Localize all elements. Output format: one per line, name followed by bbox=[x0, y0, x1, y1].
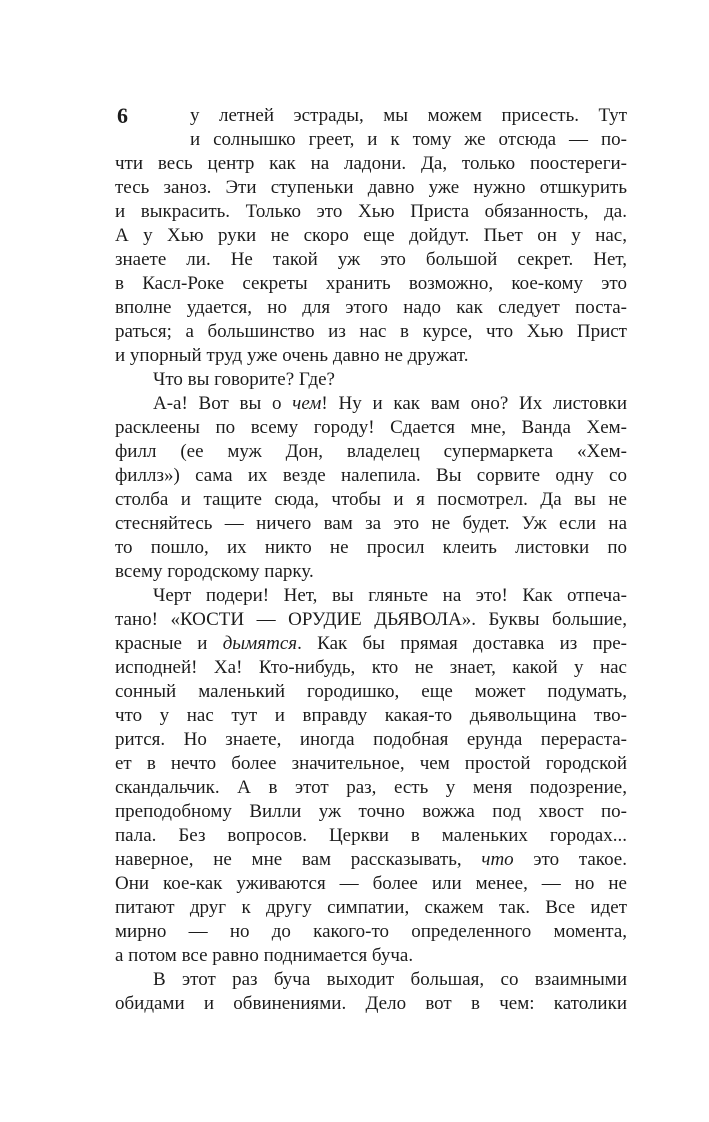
text-line bbox=[115, 104, 627, 128]
italic-text-run: что bbox=[481, 849, 514, 870]
text-line bbox=[115, 536, 627, 560]
text-line bbox=[115, 200, 627, 224]
text-run: обидами и обвинениями. Дело вот в чем: католики bbox=[115, 993, 627, 1014]
italic-text-run: дымятся bbox=[222, 633, 298, 654]
text-run: и выкрасить. Только это Хью Приста обязанность, да. bbox=[115, 201, 627, 222]
text-line bbox=[115, 680, 627, 704]
text-line bbox=[115, 584, 627, 608]
text-run: стесняйтесь — ничего вам за это не будет. Уж если на bbox=[115, 513, 627, 534]
text-run: всему городскому парку. bbox=[115, 561, 314, 582]
text-run: в Касл-Роке секреты хранить возможно, кое-кому это bbox=[115, 273, 627, 294]
text-run: сонный маленький городишко, еще может подумать, bbox=[115, 681, 627, 702]
page-number: 6 bbox=[117, 103, 128, 128]
text-run: мирно — но до какого-то определенного момента, bbox=[115, 921, 627, 942]
text-run: тано! «КОСТИ — ОРУДИЕ ДЬЯВОЛА». Буквы большие, bbox=[115, 609, 627, 630]
text-line bbox=[115, 368, 627, 392]
text-run: и упорный труд уже очень давно не дружат. bbox=[115, 345, 469, 366]
text-line bbox=[115, 416, 627, 440]
paragraph bbox=[115, 968, 627, 1016]
text-run: ет в нечто более значительное, чем простой городской bbox=[115, 753, 627, 774]
text-run: то пошло, их никто не просил клеить листовки по bbox=[115, 537, 627, 558]
text-line bbox=[115, 824, 627, 848]
text-line bbox=[115, 800, 627, 824]
text-run: филл (ее муж Дон, владелец супермаркета «Хем- bbox=[115, 441, 627, 462]
text-line bbox=[115, 176, 627, 200]
text-run: преподобному Вилли уж точно вожжа под хвост по- bbox=[115, 801, 627, 822]
text-run: столба и тащите сюда, чтобы и я посмотрел. Да вы не bbox=[115, 489, 627, 510]
italic-text-run: чем bbox=[292, 393, 322, 414]
text-line bbox=[115, 920, 627, 944]
paragraph bbox=[115, 368, 627, 392]
text-line bbox=[115, 560, 627, 584]
text-run: пала. Без вопросов. Церкви в маленьких городах... bbox=[115, 825, 627, 846]
text-run: питают друг к другу симпатии, скажем так. Все идет bbox=[115, 897, 627, 918]
text-line bbox=[115, 272, 627, 296]
text-line bbox=[115, 776, 627, 800]
text-run: тесь заноз. Эти ступеньки давно уже нужно отшкурить bbox=[115, 177, 627, 198]
text-run: а потом все равно поднимается буча. bbox=[115, 945, 414, 966]
paragraph bbox=[115, 392, 627, 584]
text-run: наверное, не мне вам рассказывать, bbox=[115, 849, 482, 870]
text-line bbox=[115, 488, 627, 512]
text-run: Что вы говорите? Где? bbox=[153, 369, 335, 390]
text-line bbox=[115, 344, 627, 368]
paragraph bbox=[115, 584, 627, 968]
text-line bbox=[115, 656, 627, 680]
text-run: исподней! Ха! Кто-нибудь, кто не знает, какой у нас bbox=[115, 657, 627, 678]
text-line bbox=[115, 848, 627, 872]
text-run: и солнышко греет, и к тому же отсюда — по- bbox=[190, 129, 627, 150]
text-line bbox=[115, 608, 627, 632]
paragraph bbox=[115, 104, 627, 368]
text-run: знаете ли. Не такой уж это большой секрет. Нет, bbox=[115, 249, 627, 270]
text-line bbox=[115, 464, 627, 488]
text-run: раться; а большинство из нас в курсе, что Хью Прист bbox=[115, 321, 627, 342]
text-run: А у Хью руки не скоро еще дойдут. Пьет он у нас, bbox=[115, 225, 627, 246]
text-line bbox=[115, 392, 627, 416]
text-run: Черт подери! Нет, вы гляньте на это! Как отпеча- bbox=[153, 585, 627, 606]
text-run: это такое. bbox=[513, 849, 627, 870]
text-run: В этот раз буча выходит большая, со взаимными bbox=[153, 969, 627, 990]
text-line bbox=[115, 752, 627, 776]
text-line bbox=[115, 632, 627, 656]
text-run: А-а! Вот вы о bbox=[153, 393, 293, 414]
text-run: скандальчик. А в этот раз, есть у меня подозрение, bbox=[115, 777, 627, 798]
text-run: что у нас тут и вправду какая-то дьявольщина тво- bbox=[115, 705, 627, 726]
text-line bbox=[115, 728, 627, 752]
text-line bbox=[115, 896, 627, 920]
text-line bbox=[115, 320, 627, 344]
text-run: ! Ну и как вам оно? Их листовки bbox=[321, 393, 627, 414]
text-line bbox=[115, 248, 627, 272]
text-run: красные и bbox=[115, 633, 223, 654]
text-line bbox=[115, 992, 627, 1016]
text-line bbox=[115, 224, 627, 248]
text-line bbox=[115, 704, 627, 728]
text-line bbox=[115, 128, 627, 152]
text-line bbox=[115, 440, 627, 464]
text-line bbox=[115, 512, 627, 536]
text-line bbox=[115, 152, 627, 176]
text-run: вполне удается, но для этого надо как следует поста- bbox=[115, 297, 627, 318]
text-run: . Как бы прямая доставка из пре- bbox=[297, 633, 627, 654]
text-line bbox=[115, 944, 627, 968]
text-line bbox=[115, 968, 627, 992]
text-line bbox=[115, 872, 627, 896]
text-line bbox=[115, 296, 627, 320]
text-run: филлз») сама их везде налепила. Вы сорвите одну со bbox=[115, 465, 627, 486]
text-run: чти весь центр как на ладони. Да, только поостереги- bbox=[115, 153, 627, 174]
text-run: рится. Но знаете, иногда подобная ерунда перераста- bbox=[115, 729, 627, 750]
text-run: расклеены по всему городу! Сдается мне, Ванда Хем- bbox=[115, 417, 627, 438]
text-run: у летней эстрады, мы можем присесть. Тут bbox=[190, 105, 627, 126]
text-run: Они кое-как уживаются — более или менее, — но не bbox=[115, 873, 627, 894]
text-block bbox=[115, 104, 627, 1016]
